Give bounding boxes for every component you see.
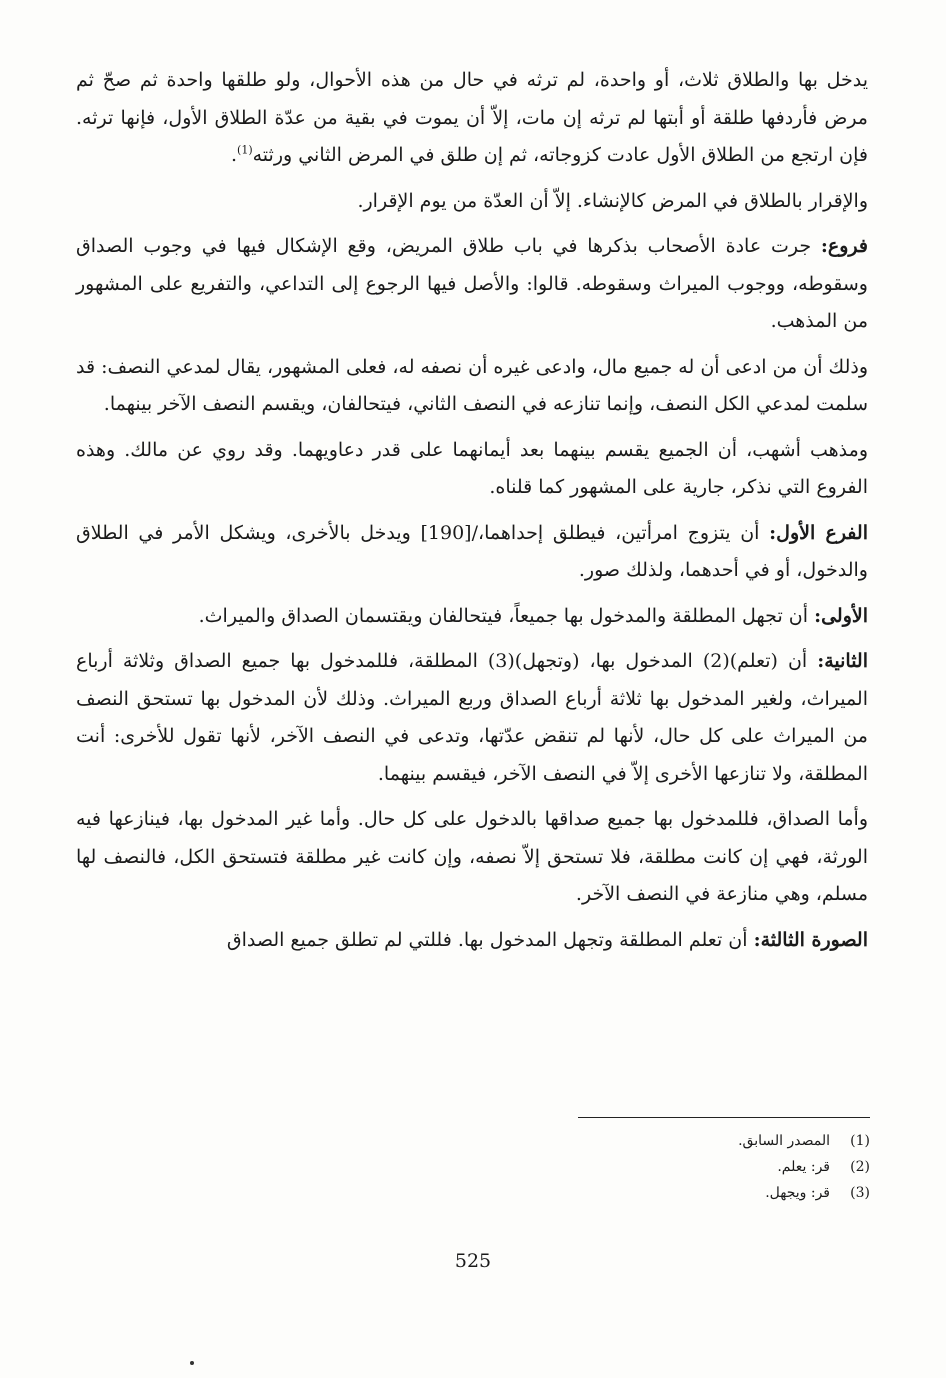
paragraph-9 (76, 801, 868, 914)
section-keyword: الأولى: (814, 604, 868, 627)
section-keyword: الفرع الأول: (769, 521, 868, 544)
paragraph-4 (76, 349, 868, 424)
paragraph-text: والإقرار بالطلاق في المرض كالإنشاء. إلاّ أن العدّة من يوم الإقرار. (357, 189, 868, 212)
footnote-number: (1) (850, 1133, 870, 1149)
footnote-item (500, 1128, 870, 1154)
paragraph-1 (76, 62, 868, 175)
paragraph-text: أن تعلم المطلقة وتجهل المدخول بها. فللتي لم تطلق جميع الصداق (226, 928, 748, 951)
paragraph-8 (76, 643, 868, 793)
paragraph-text: أن يتزوج امرأتين، فيطلق إحداهما،/[190] ويدخل بالأخرى، ويشكل الأمر في الطلاق والدخول، أو في أحدهما، ولذلك صور. (76, 521, 868, 581)
footnote-text: قر: يعلم. (777, 1159, 830, 1175)
section-keyword: فروع: (820, 235, 868, 257)
paragraph-3 (76, 228, 868, 341)
paragraph-tail: . (230, 144, 238, 166)
paragraph-text: يدخل بها والطلاق ثلاث، أو واحدة، لم ترثه في حال من هذه الأحوال، ولو طلقها واحدة ثم صحّ ثم مرض فأردفها طلقة أو أبتها لم ترثه إن مات، إلاّ أن يموت في بقية من عدّة الطلاق الأول، فإنها ترثه. فإن ارتجع من الطلاق الأول عادت كزوجاته، ثم إن طلق في المرض الثاني ورثته (76, 69, 868, 166)
paragraph-6 (76, 515, 868, 590)
paragraph-text: ومذهب أشهب، أن الجميع يقسم بينهما بعد أيمانهما على قدر دعاويهما. وقد روي عن مالك. وهذه الفروع التي نذكر، جارية على المشهور كما قلناه. (76, 438, 868, 498)
footnote-ref: (1) (237, 143, 253, 157)
paragraph-7 (76, 598, 868, 636)
section-keyword: الصورة الثالثة: (753, 928, 868, 951)
paragraph-text: وأما الصداق، فللمدخول بها جميع صداقها بالدخول على كل حال. وأما غير المدخول بها، فينازعها فيه الورثة، فهي إن كانت مطلقة، فلا تستحق إلاّ نصفه، وإن كانت غير مطلقة فتستحق الكل، فالنصف لها مسلم، وهي منازعة في النصف الآخر. (76, 808, 868, 905)
footnote-text: المصدر السابق. (738, 1133, 830, 1149)
footnote-item (500, 1180, 870, 1206)
footnote-number: (3) (850, 1185, 870, 1201)
paragraph-text: أن (تعلم)(2) المدخول بها، (وتجهل)(3) المطلقة، فللمدخول بها جميع الصداق وثلاثة أرباع الميراث، ولغير المدخول بها ثلاثة أرباع الصداق وربع الميراث. وذلك لأن المدخول بها تستحق النصف من الميراث على كل حال، لأنها لم تنقض عدّتها، وتدعى في النصف الآخر، لأنها تقول للأخرى: أنت المطلقة، ولا تنازعها الأخرى إلاّ في النصف الآخر، فيقسم بينهما. (76, 650, 868, 785)
footnote-separator (578, 1117, 870, 1118)
paragraph-10 (76, 922, 868, 960)
main-text (76, 62, 868, 967)
paragraph-text: وذلك أن من ادعى أن له جميع مال، وادعى غيره أن نصفه له، فعلى المشهور، يقال لمدعي النصف: قد سلمت لمدعي الكل النصف، وإنما تنازعه في النصف الثاني، فيتحالفان، ويقسم النصف الآخر بينهما. (76, 355, 868, 415)
footnote-number: (2) (850, 1159, 870, 1175)
paragraph-text: أن تجهل المطلقة والمدخول بها جميعاً، فيتحالفان ويقتسمان الصداق والميراث. (198, 604, 809, 627)
section-keyword: الثانية: (817, 650, 868, 672)
paragraph-2 (76, 183, 868, 221)
page-number: 525 (454, 1250, 492, 1272)
footnote-text: قر: ويجهل. (765, 1185, 830, 1201)
paragraph-5 (76, 432, 868, 507)
footnote-item (500, 1154, 870, 1180)
scan-speck (190, 1361, 194, 1365)
footnotes (500, 1128, 870, 1206)
paragraph-text: جرت عادة الأصحاب بذكرها في باب طلاق المريض، وقع الإشكال فيها في وجوب الصداق وسقوطه، ووجوب الميراث وسقوطه. قالوا: والأصل فيها الرجوع إلى التداعي، والتفريع على المشهور من المذهب. (76, 235, 868, 332)
